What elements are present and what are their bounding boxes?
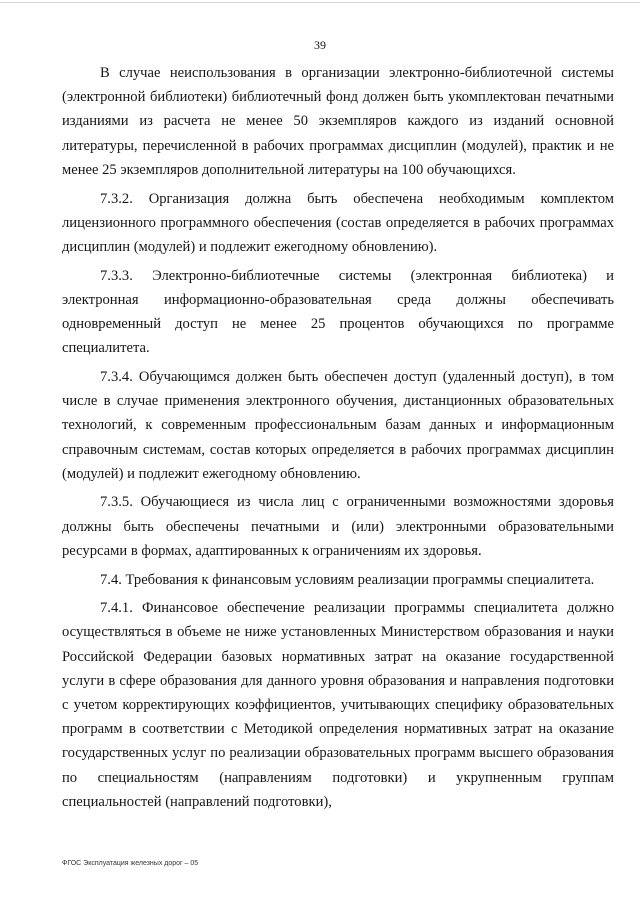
paragraph-7-4: 7.4. Требования к финансовым условиям реализации программы специалитета. — [100, 571, 595, 588]
paragraph-7-4-1: 7.4.1. Финансовое обеспечение реализации программы специалитета должно осуществляться в объеме не ниже установленных Министерством образования и науки Российской Федерации базовых нормативных затрат на оказание государственной услуги в сфере образования для данного уровня образования и направления подготовки с учетом корректирующих коэффициентов, учитывающих специфику образовательных программ в соответствии с Методикой определения нормативных затрат на оказание государственных услуг по реализации образовательных программ высшего образования по специальностям (направлениям подготовки) и укрупненным группам специальностей (направлений подготовки), — [62, 600, 614, 810]
page-top-edge — [0, 2, 640, 3]
document-body — [62, 61, 614, 814]
page-footer: ФГОС Эксплуатация железных дорог – 05 — [62, 860, 199, 867]
paragraph-7-3-4: 7.3.4. Обучающимся должен быть обеспечен доступ (удаленный доступ), в том числе в случае применения электронного обучения, дистанционных образовательных технологий, к современным профессиональным базам данных и информационным справочным системам, состав которых определяется в рабочих программах дисциплин (модулей) и подлежит ежегодному обновлению. — [62, 368, 614, 482]
paragraph-7-3-2: 7.3.2. Организация должна быть обеспечена необходимым комплектом лицензионного программного обеспечения (состав определяется в рабочих программах дисциплин (модулей) и подлежит ежегодному обновлению). — [62, 190, 614, 255]
paragraph-7-3-3: 7.3.3. Электронно-библиотечные системы (электронная библиотека) и электронная информационно-образовательная среда должны обеспечивать одновременный доступ не менее 25 процентов обучающихся по программе специалитета. — [62, 267, 614, 357]
paragraph-7-3-5: 7.3.5. Обучающиеся из числа лиц с ограниченными возможностями здоровья должны быть обеспечены печатными и (или) электронными образовательными ресурсами в формах, адаптированных к ограничениям их здоровья. — [62, 494, 614, 559]
page-number: 39 — [314, 38, 326, 52]
paragraph-library-fund: В случае неиспользования в организации электронно-библиотечной системы (электронной библиотеки) библиотечный фонд должен быть укомплектован печатными изданиями из расчета не менее 50 экземпляров каждого из изданий основной литературы, перечисленной в рабочих программах дисциплин (модулей), практик и не менее 25 экземпляров дополнительной литературы на 100 обучающихся. — [62, 65, 614, 178]
